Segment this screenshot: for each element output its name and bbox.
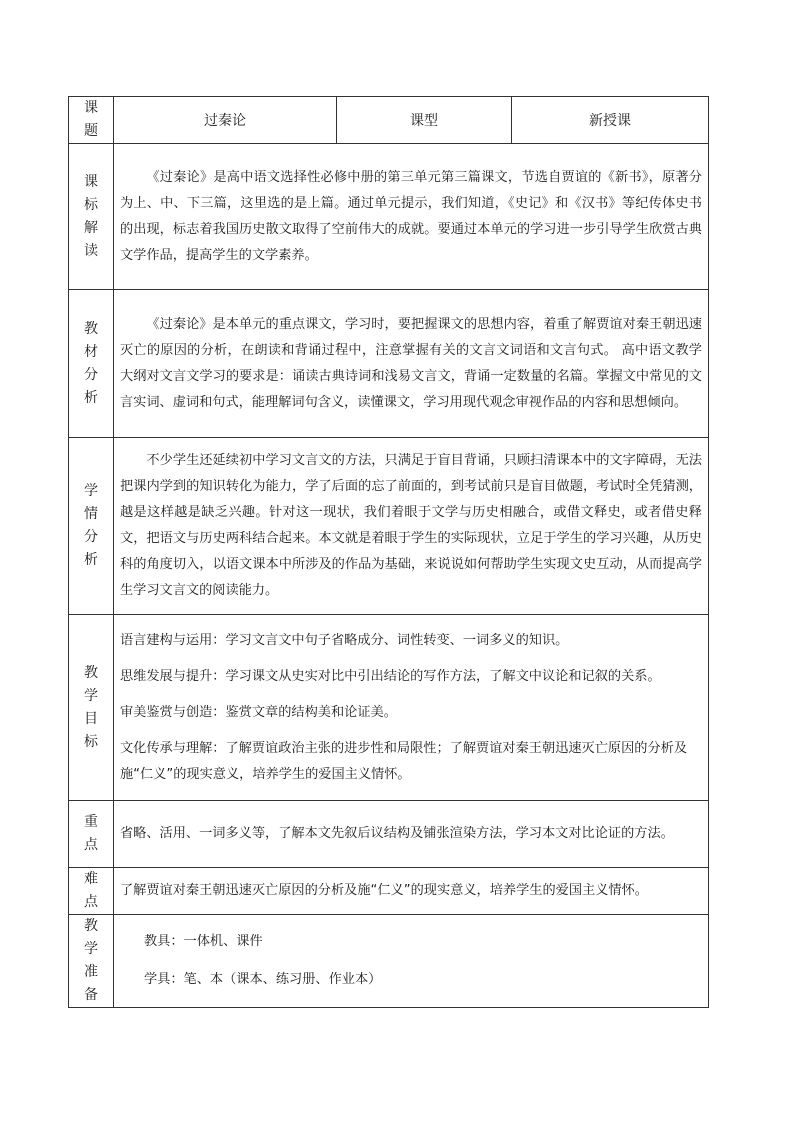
lesson-plan-table [68,96,709,1008]
key-points-label: 重点 [84,814,98,853]
objectives-content-cell [114,615,709,801]
difficulties-text: 了解贾谊对秦王朝迅速灭亡原因的分析及施“仁义”的现实意义，培养学生的爱国主义情怀。 [120,883,648,898]
difficulties-content-cell [114,868,709,915]
objective-item: 文化传承与理解：了解贾谊政治主张的进步性和局限性；了解贾谊对秦王朝迅速灭亡原因的分析及施“仁义”的现实意义，培养学生的爱国主义情怀。 [120,740,688,782]
type-value: 新授课 [512,97,709,144]
preparation-content-cell [114,915,709,1008]
textbook-content-cell [114,290,709,438]
key-points-row [69,801,709,868]
key-points-label-cell [69,801,114,868]
textbook-label-cell [69,290,114,438]
title-label: 课题 [84,100,98,139]
objectives-label: 教学目标 [84,664,98,750]
students-label: 学情分析 [84,483,98,568]
learning-aids-text: 学具：笔、本（课本、练习册、作业本） [144,972,382,987]
title-value: 过秦论 [114,97,337,144]
textbook-label: 教材分析 [84,320,98,406]
preparation-row [69,915,709,1008]
curriculum-label: 课标解读 [84,173,98,259]
objective-item: 审美鉴赏与创造：鉴赏文章的结构美和论证美。 [120,704,397,720]
curriculum-label-cell [69,144,114,290]
textbook-text: 《过秦论》是本单元的重点课文，学习时，要把握课文的思想内容，着重了解贾谊对秦王朝迅速灭亡的原因的分析，在朗读和背诵过程中，注意掌握有关的文言文词语和文言句式。 高中语文教学大纲对文言文学习的要求是：诵读古典诗词和浅易文言文，背诵一定数量的名篇。掌握文中常见的文言实词、虚词和句式，能理解词句含义，读懂课文，学习用现代观念审视作品的内容和思想倾向。 [120,316,702,410]
curriculum-content-cell [114,144,709,290]
students-row [69,438,709,615]
students-text: 不少学生还延续初中学习文言文的方法，只满足于盲目背诵，只顾扫清课本中的文字障碍，无法把课内学到的知识转化为能力，学了后面的忘了前面的，到考试前只是盲目做题，考试时全凭猜测，越是这样越是缺乏兴趣。针对这一现状，我们着眼于文学与历史相融合，或借文释史，或者借史释文，把语文与历史两科结合起来。本文就是着眼于学生的实际现状，立足于学生的学习兴趣，从历史科的角度切入，以语文课本中所涉及的作品为基础，来说说如何帮助学生实现文史互动，从而提高学生学习文言文的阅读能力。 [120,453,702,598]
header-row [69,97,709,144]
title-label-cell [69,97,114,144]
key-points-text: 省略、活用、一词多义等，了解本文先叙后议结构及铺张渲染方法，学习本文对比论证的方法。 [120,826,674,841]
curriculum-row [69,144,709,290]
type-label: 课型 [337,97,512,144]
key-points-content-cell [114,801,709,868]
difficulties-label: 难点 [84,871,98,910]
curriculum-text: 《过秦论》是高中语文选择性必修中册的第三单元第三篇课文，节选自贾谊的《新书》，原著分为上、中、下三篇，这里选的是上篇。通过单元提示，我们知道，《史记》和《汉书》等纪传体史书的出现，标志着我国历史散文取得了空前伟大的成就。要通过本单元的学习进一步引导学生欣赏古典文学作品，提高学生的文学素养。 [120,169,702,263]
students-label-cell [69,438,114,615]
difficulties-label-cell [69,868,114,915]
objectives-label-cell [69,615,114,801]
objective-item: 语言建构与运用：学习文言文中句子省略成分、词性转变、一词多义的知识。 [120,632,569,648]
students-content-cell [114,438,709,615]
textbook-row [69,290,709,438]
difficulties-row [69,868,709,915]
preparation-label-cell [69,915,114,1008]
objectives-row [69,615,709,801]
objective-item: 思维发展与提升：学习课文从史实对比中引出结论的写作方法，了解文中议论和记叙的关系。 [120,668,661,684]
teaching-aids-text: 教具：一体机、课件 [144,934,263,949]
preparation-label: 教学准备 [84,918,98,1003]
